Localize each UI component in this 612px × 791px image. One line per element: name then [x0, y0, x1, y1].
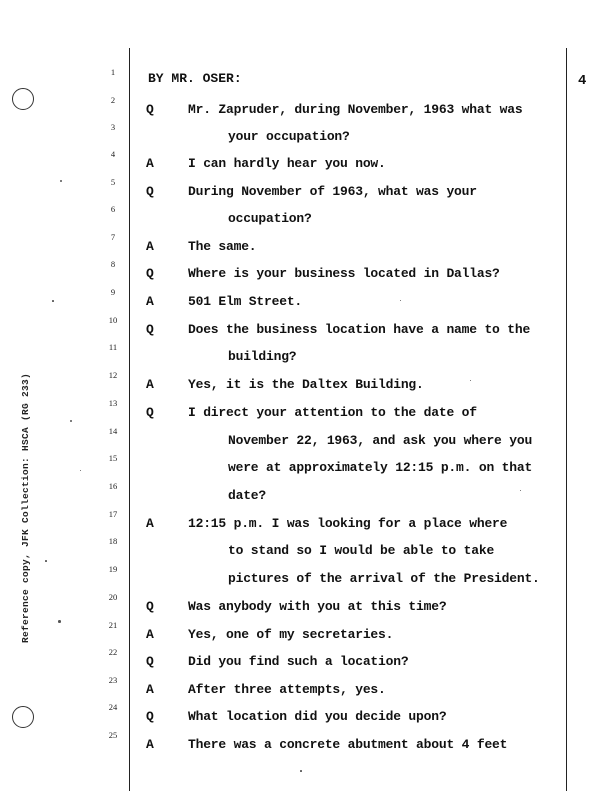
- line-number: 22: [108, 647, 118, 657]
- copy-speck: [400, 300, 401, 301]
- line-number: 1: [110, 67, 116, 77]
- transcript-line-text: building?: [228, 349, 297, 364]
- line-number: 14: [108, 426, 118, 436]
- transcript-line-text: were at approximately 12:15 p.m. on that: [228, 460, 533, 475]
- line-number: 17: [108, 509, 118, 519]
- line-number: 11: [108, 342, 118, 352]
- right-margin-rule: [566, 48, 567, 791]
- question-marker: Q: [146, 322, 154, 337]
- line-number: 2: [110, 95, 116, 105]
- answer-marker: A: [146, 294, 154, 309]
- line-number: 16: [108, 481, 118, 491]
- line-number: 7: [110, 232, 116, 242]
- transcript-line-text: Yes, one of my secretaries.: [188, 627, 394, 642]
- punch-hole-top-icon: [12, 88, 34, 110]
- line-number: 10: [108, 315, 118, 325]
- line-number: 21: [108, 620, 118, 630]
- line-number: 12: [108, 370, 118, 380]
- copy-speck: [52, 300, 54, 302]
- transcript-line-text: What location did you decide upon?: [188, 709, 447, 724]
- line-number: 20: [108, 592, 118, 602]
- transcript-line-text: 501 Elm Street.: [188, 294, 303, 309]
- transcript-line-text: During November of 1963, what was your: [188, 184, 477, 199]
- transcript-line-text: After three attempts, yes.: [188, 682, 386, 697]
- transcript-line-text: pictures of the arrival of the President.: [228, 571, 540, 586]
- page-number: 4: [578, 73, 587, 89]
- left-margin-rule: [129, 48, 130, 791]
- answer-marker: A: [146, 516, 154, 531]
- copy-speck: [60, 180, 62, 182]
- question-marker: Q: [146, 266, 154, 281]
- transcript-line-text: Mr. Zapruder, during November, 1963 what was: [188, 102, 523, 117]
- transcript-line-text: Did you find such a location?: [188, 654, 409, 669]
- transcript-line-text: November 22, 1963, and ask you where you: [228, 433, 533, 448]
- line-number: 6: [110, 204, 116, 214]
- copy-speck: [70, 420, 72, 422]
- copy-speck: [470, 380, 471, 381]
- transcript-line-text: The same.: [188, 239, 257, 254]
- copy-speck: [45, 560, 47, 562]
- transcript-line-text: your occupation?: [228, 129, 350, 144]
- answer-marker: A: [146, 627, 154, 642]
- transcript-line-text: There was a concrete abutment about 4 feet: [188, 737, 508, 752]
- answer-marker: A: [146, 239, 154, 254]
- line-number: 8: [110, 259, 116, 269]
- question-marker: Q: [146, 405, 154, 420]
- transcript-line-text: I can hardly hear you now.: [188, 156, 386, 171]
- answer-marker: A: [146, 737, 154, 752]
- copy-speck: [520, 490, 521, 491]
- copy-speck: [300, 770, 302, 772]
- copy-speck: [80, 470, 81, 471]
- transcript-line-text: occupation?: [228, 211, 312, 226]
- line-number: 5: [110, 177, 116, 187]
- question-marker: Q: [146, 599, 154, 614]
- question-marker: Q: [146, 654, 154, 669]
- line-number: 19: [108, 564, 118, 574]
- examiner-heading: BY MR. OSER:: [148, 71, 242, 86]
- copy-speck: [58, 620, 61, 623]
- line-number: 24: [108, 702, 118, 712]
- punch-hole-bottom-icon: [12, 706, 34, 728]
- transcript-line-text: Yes, it is the Daltex Building.: [188, 377, 424, 392]
- transcript-line-text: I direct your attention to the date of: [188, 405, 477, 420]
- archive-stamp: [20, 243, 40, 643]
- archive-stamp-text: Reference copy, JFK Collection: HSCA (RG 233): [20, 372, 31, 643]
- line-number: 18: [108, 536, 118, 546]
- answer-marker: A: [146, 156, 154, 171]
- line-number: 4: [110, 149, 116, 159]
- answer-marker: A: [146, 377, 154, 392]
- line-number: 13: [108, 398, 118, 408]
- transcript-line-text: Where is your business located in Dallas?: [188, 266, 500, 281]
- line-number: 25: [108, 730, 118, 740]
- line-number: 3: [110, 122, 116, 132]
- transcript-line-text: 12:15 p.m. I was looking for a place where: [188, 516, 508, 531]
- transcript-line-text: Does the business location have a name to the: [188, 322, 531, 337]
- question-marker: Q: [146, 102, 154, 117]
- line-number: 23: [108, 675, 118, 685]
- question-marker: Q: [146, 184, 154, 199]
- transcript-line-text: to stand so I would be able to take: [228, 543, 495, 558]
- answer-marker: A: [146, 682, 154, 697]
- line-number: 15: [108, 453, 118, 463]
- transcript-line-text: Was anybody with you at this time?: [188, 599, 447, 614]
- line-number: 9: [110, 287, 116, 297]
- question-marker: Q: [146, 709, 154, 724]
- transcript-line-text: date?: [228, 488, 267, 503]
